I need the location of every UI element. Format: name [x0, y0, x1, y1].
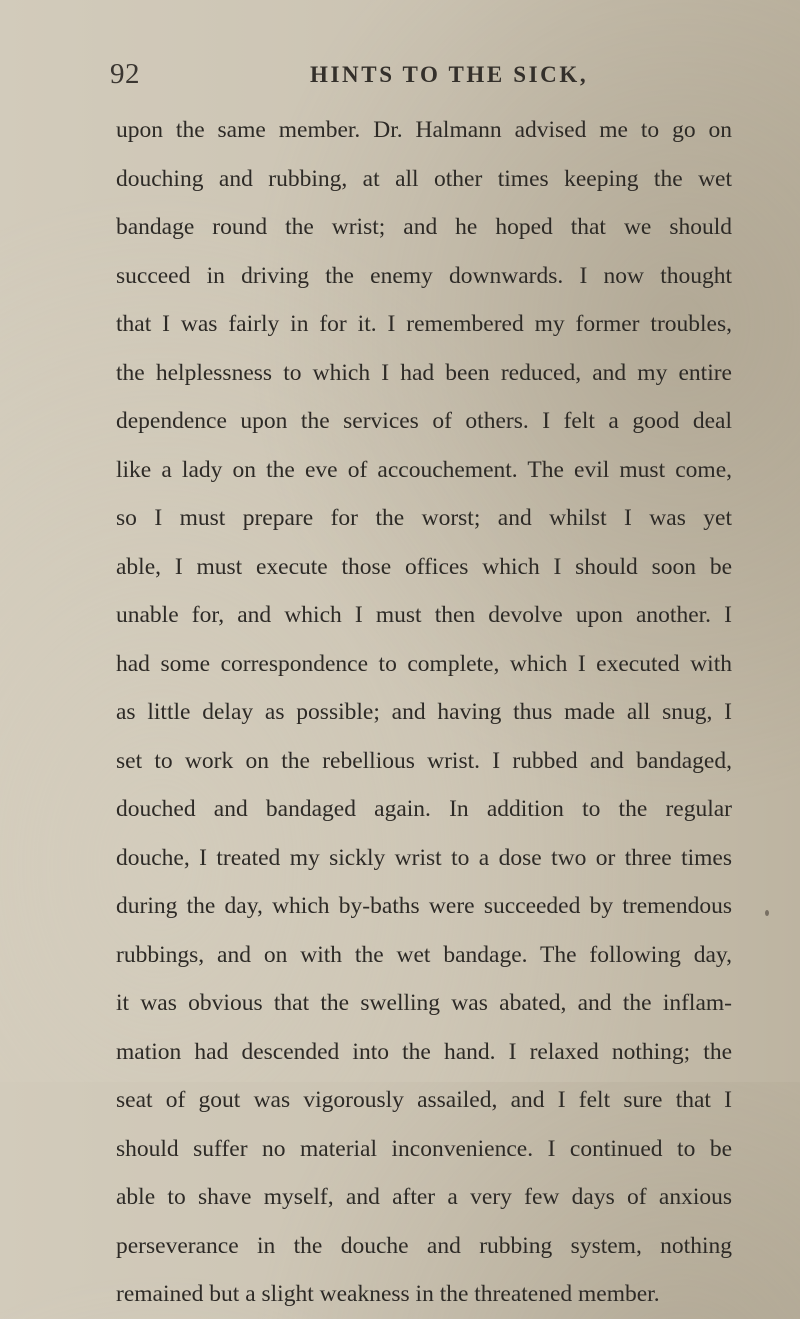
- text-line: succeed in driving the enemy downwards. I now thought: [116, 262, 732, 289]
- page-number: 92: [110, 58, 140, 90]
- text-line: bandage round the wrist; and he hoped that we should: [116, 214, 732, 240]
- text-line: unable for, and which I must then devolve upon another. I: [116, 602, 732, 628]
- paper-speck: [765, 910, 769, 916]
- page-header: [110, 58, 750, 98]
- text-line: douche, I treated my sickly wrist to a dose two or three times: [116, 844, 732, 871]
- text-line: mation had descended into the hand. I relaxed nothing; the: [116, 1038, 732, 1065]
- text-line: during the day, which by-baths were succeeded by tremendous: [116, 893, 732, 919]
- text-line: remained but a slight weakness in the threatened member.: [116, 1281, 660, 1307]
- text-line: seat of gout was vigorously assailed, and I felt sure that I: [116, 1087, 732, 1113]
- text-line: set to work on the rebellious wrist. I rubbed and bandaged,: [116, 747, 732, 774]
- text-line: able, I must execute those offices which I should soon be: [116, 553, 732, 580]
- text-line: dependence upon the services of others. I felt a good deal: [116, 408, 732, 434]
- running-head: HINTS TO THE SICK,: [310, 62, 589, 87]
- text-line: should suffer no material inconvenience. I continued to be: [116, 1135, 732, 1162]
- text-line: able to shave myself, and after a very few days of anxious: [116, 1184, 732, 1210]
- text-line: it was obvious that the swelling was abated, and the inflam-: [116, 990, 732, 1016]
- text-line: the helplessness to which I had been reduced, and my entire: [116, 359, 732, 386]
- text-line: so I must prepare for the worst; and whilst I was yet: [116, 505, 732, 531]
- text-line: that I was fairly in for it. I remembered my former troubles,: [116, 311, 732, 337]
- text-line: as little delay as possible; and having thus made all snug, I: [116, 699, 732, 725]
- text-line: like a lady on the eve of accouchement. The evil must come,: [116, 456, 732, 483]
- text-line: perseverance in the douche and rubbing system, nothing: [116, 1232, 732, 1259]
- text-line: douched and bandaged again. In addition to the regular: [116, 796, 732, 822]
- text-line: upon the same member. Dr. Halmann advised me to go on: [116, 117, 732, 143]
- text-line: douching and rubbing, at all other times keeping the wet: [116, 165, 732, 192]
- text-line: rubbings, and on with the wet bandage. The following day,: [116, 941, 732, 968]
- text-line: had some correspondence to complete, which I executed with: [116, 650, 732, 677]
- body-text: [116, 106, 732, 1319]
